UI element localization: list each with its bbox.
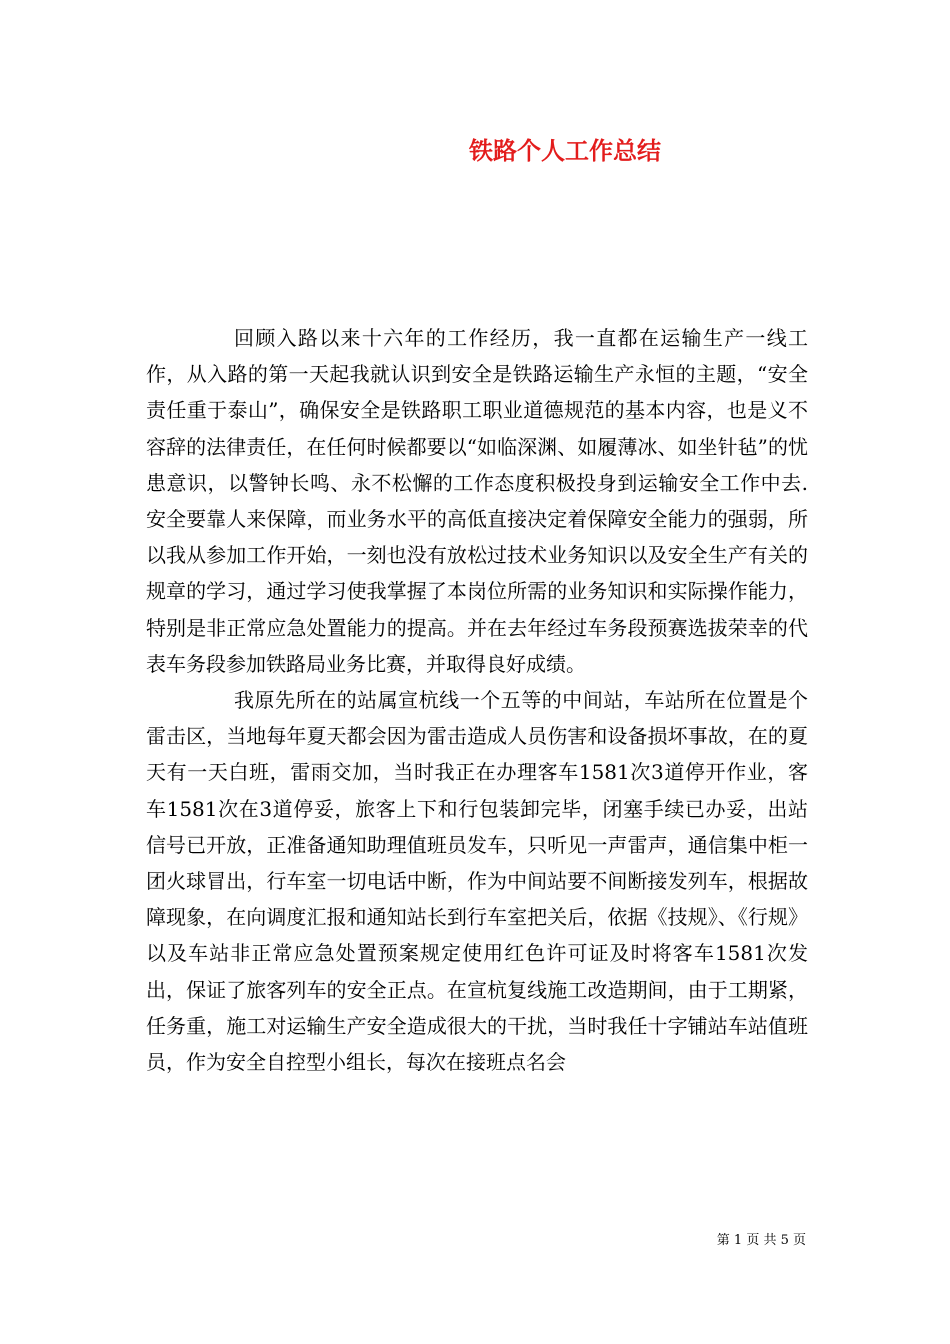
paragraph-2: 我原先所在的站属宣杭线一个五等的中间站，车站所在位置是个雷击区，当地每年夏天都会因为雷击造成人员伤害和设备损坏事故，在的夏天有一天白班，雷雨交加，当时我正在办理客车1581次3道停开作业，客车1581次在3道停妥，旅客上下和行包装卸完毕，闭塞手续已办妥，出站信号已开放，正准备通知助理值班员发车，只听见一声雷声，通信集中柜一团火球冒出，行车室一切电话中断，作为中间站要不间断接发列车，根据故障现象，在向调度汇报和通知站长到行车室把关后，依据《技规》、《行规》以及车站非正常应急处置预案规定使用红色许可证及时将客车1581次发出，保证了旅客列车的安全正点。在宣杭复线施工改造期间，由于工期紧，任务重，施工对运输生产安全造成很大的干扰，当时我任十字铺站车站值班员，作为安全自控型小组长，每次在接班点名会 bbox=[146, 688, 808, 1075]
document-body bbox=[146, 320, 808, 1080]
paragraph-1: 回顾入路以来十六年的工作经历，我一直都在运输生产一线工作，从入路的第一天起我就认识到安全是铁路运输生产永恒的主题，“安全责任重于泰山”，确保安全是铁路职工职业道德规范的基本内容，也是义不容辞的法律责任，在任何时候都要以“如临深渊、如履薄冰、如坐针毡”的忧患意识，以警钟长鸣、永不松懈的工作态度积极投身到运输安全工作中去.安全要靠人来保障，而业务水平的高低直接决定着保障安全能力的强弱，所以我从参加工作开始，一刻也没有放松过技术业务知识以及安全生产有关的规章的学习，通过学习使我掌握了本岗位所需的业务知识和实际操作能力，特别是非正常应急处置能力的提高。并在去年经过车务段预赛选拔荣幸的代表车务段参加铁路局业务比赛，并取得良好成绩。 bbox=[146, 326, 808, 676]
document-title: 铁路个人工作总结 bbox=[469, 136, 661, 165]
page-number-footer: 第 1 页 共 5 页 bbox=[716, 1233, 806, 1248]
